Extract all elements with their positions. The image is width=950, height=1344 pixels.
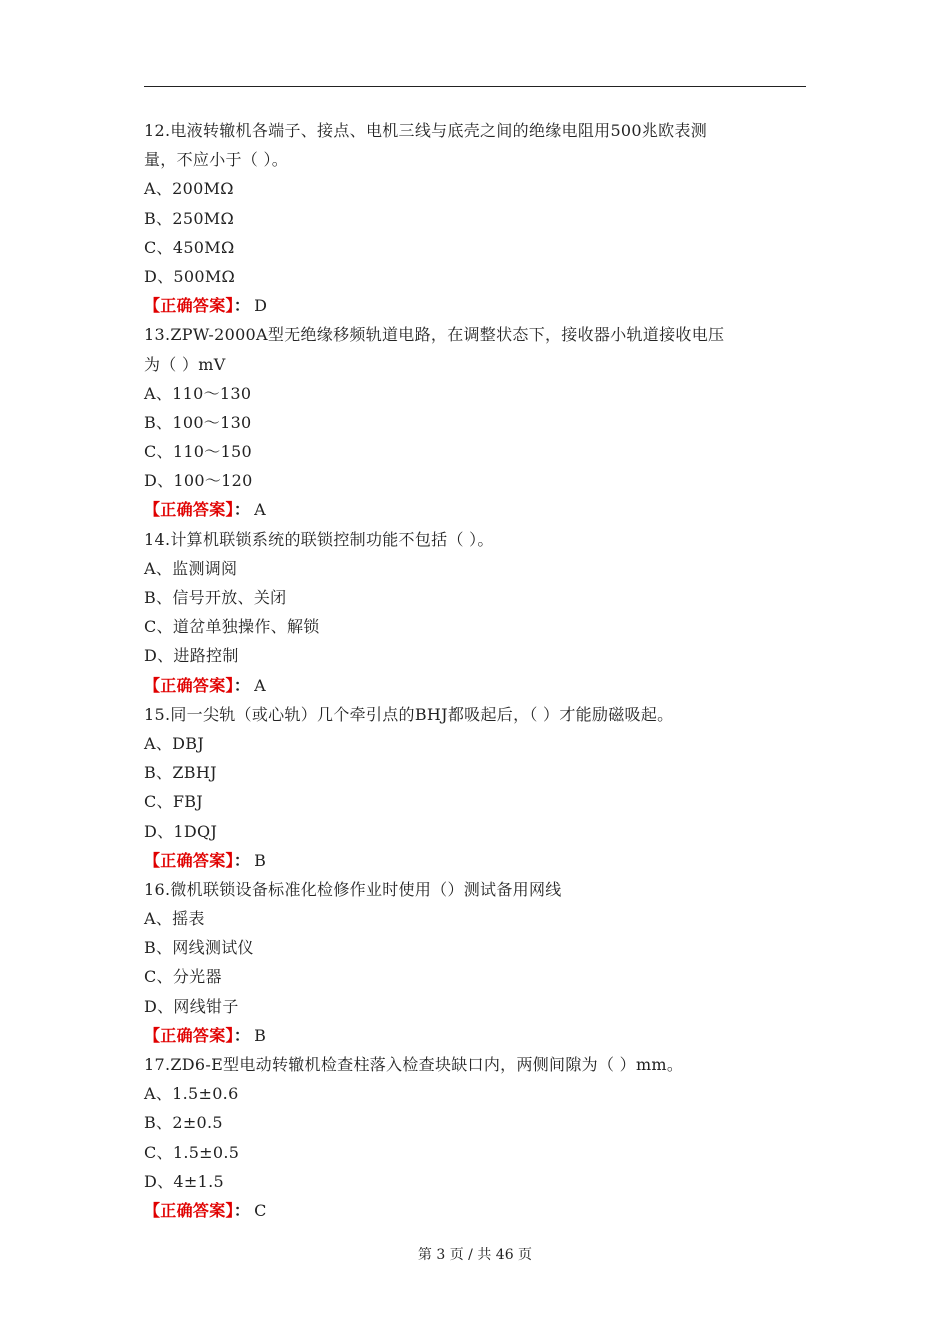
option-d: D、100～120 <box>144 471 253 491</box>
option-c: C、1.5±0.5 <box>144 1142 240 1162</box>
answer-label: 【正确答案】 <box>144 1200 234 1220</box>
option-a: A、1.5±0.6 <box>144 1084 239 1104</box>
option-d: D、500MΩ <box>144 266 236 286</box>
answer-label: 【正确答案】 <box>144 296 234 316</box>
answer-colon: ： <box>233 296 251 316</box>
option-c: C、分光器 <box>144 967 222 987</box>
answer-line <box>144 846 806 875</box>
option-c: C、道岔单独操作、解锁 <box>144 617 320 637</box>
option-d: D、4±1.5 <box>144 1171 224 1191</box>
answer-colon: ： <box>233 1200 251 1220</box>
answer-line <box>144 671 806 700</box>
option-b: B、100～130 <box>144 412 252 432</box>
question-list <box>144 116 806 1225</box>
option-c: C、450MΩ <box>144 237 235 257</box>
answer-colon: ： <box>233 675 251 695</box>
option-d: D、1DQJ <box>144 821 218 841</box>
option-b: B、250MΩ <box>144 208 235 228</box>
answer-value: B <box>254 850 267 870</box>
question-block <box>144 1050 806 1225</box>
question-text: 17.ZD6-E型电动转辙机检查柱落入检查块缺口内，两侧间隙为（ ）mm。 <box>144 1055 684 1074</box>
answer-label: 【正确答案】 <box>144 1025 234 1045</box>
question-block <box>144 875 806 1050</box>
option-c: C、FBJ <box>144 792 204 812</box>
option-d: D、进路控制 <box>144 646 239 666</box>
option-d: D、网线钳子 <box>144 996 239 1016</box>
answer-value: D <box>254 296 268 316</box>
option-b: B、网线测试仪 <box>144 938 254 958</box>
option-a: A、110～130 <box>144 383 252 403</box>
question-text: 16.微机联锁设备标准化检修作业时使用（）测试备用网线 <box>144 879 562 899</box>
answer-colon: ： <box>233 1025 251 1045</box>
question-text: 15.同一尖轨（或心轨）几个牵引点的BHJ都吸起后，（ ）才能励磁吸起。 <box>144 704 674 724</box>
answer-label: 【正确答案】 <box>144 675 234 695</box>
answer-line <box>144 1196 806 1225</box>
answer-line <box>144 1021 806 1050</box>
answer-label: 【正确答案】 <box>144 850 234 870</box>
header-rule <box>144 86 806 87</box>
answer-value: A <box>254 675 266 695</box>
answer-colon: ： <box>233 500 251 520</box>
option-a: A、DBJ <box>144 733 205 753</box>
option-a: A、200MΩ <box>144 179 234 199</box>
question-text-cont: 量，不应小于（ ）。 <box>144 150 289 170</box>
option-b: B、信号开放、关闭 <box>144 588 287 607</box>
option-b: B、2±0.5 <box>144 1113 223 1133</box>
question-text: 12.电液转辙机各端子、接点、电机三线与底壳之间的绝缘电阻用500兆欧表测 <box>144 121 708 140</box>
answer-colon: ： <box>233 850 251 870</box>
option-c: C、110～150 <box>144 442 253 462</box>
answer-line <box>144 291 806 320</box>
answer-label: 【正确答案】 <box>144 500 234 520</box>
answer-line <box>144 495 806 524</box>
question-text-cont: 为（ ）mV <box>144 354 226 374</box>
option-a: A、摇表 <box>144 909 205 929</box>
question-block <box>144 320 806 524</box>
question-text: 14.计算机联锁系统的联锁控制功能不包括（ ）。 <box>144 529 494 549</box>
question-block <box>144 700 806 875</box>
answer-value: C <box>254 1200 267 1220</box>
answer-value: B <box>254 1025 267 1045</box>
question-text: 13.ZPW-2000A型无绝缘移频轨道电路，在调整状态下，接收器小轨道接收电压 <box>144 325 725 345</box>
answer-value: A <box>254 500 266 520</box>
question-block <box>144 525 806 700</box>
question-block <box>144 116 806 320</box>
option-b: B、ZBHJ <box>144 763 217 783</box>
page-footer: 第 3 页 / 共 46 页 <box>417 1247 533 1263</box>
option-a: A、监测调阅 <box>144 558 238 578</box>
